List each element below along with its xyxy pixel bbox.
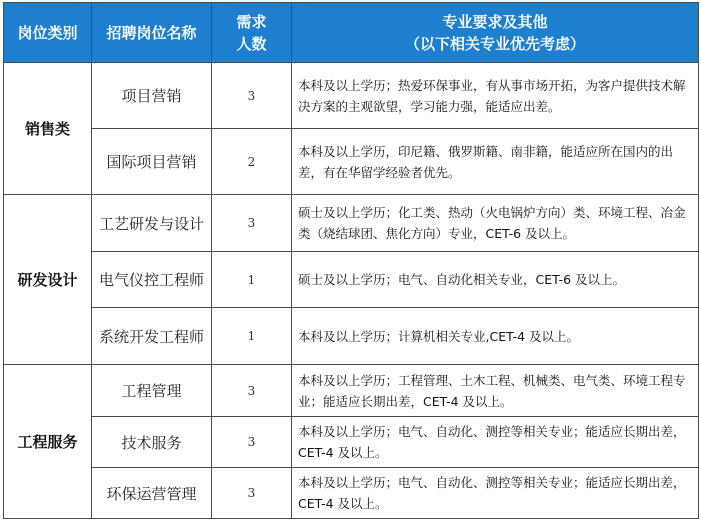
recruitment-table [3, 2, 699, 519]
header-requirements-line1: 专业要求及其他 [442, 12, 548, 31]
header-category: 岗位类别 [4, 3, 92, 63]
requirements-cell: 硕士及以上学历；化工类、热动（火电锅炉方向）类、环境工程、冶金类（烧结球团、焦化方向）专业，CET-6 及以上。 [292, 195, 699, 252]
table-row [4, 365, 699, 417]
count-cell: 3 [212, 63, 292, 129]
table-row [4, 308, 699, 365]
header-count-line2: 人数 [236, 34, 267, 53]
header-requirements-line2: （以下相关专业优先考虑） [404, 34, 585, 53]
requirements-cell: 本科及以上学历；计算机相关专业,CET-4 及以上。 [292, 308, 699, 365]
requirements-cell: 本科及以上学历；电气、自动化、测控等相关专业；能适应长期出差，CET-4 及以上。 [292, 468, 699, 519]
header-position: 招聘岗位名称 [92, 3, 212, 63]
position-cell: 技术服务 [92, 417, 212, 468]
count-cell: 3 [212, 417, 292, 468]
table-row [4, 417, 699, 468]
table-row [4, 252, 699, 308]
position-cell: 系统开发工程师 [92, 308, 212, 365]
header-count-line1: 需求 [236, 12, 267, 31]
count-cell: 1 [212, 252, 292, 308]
table-row [4, 195, 699, 252]
requirements-cell: 本科及以上学历，印尼籍、俄罗斯籍、南非籍，能适应所在国内的出差，有在华留学经验者优先。 [292, 129, 699, 195]
position-cell: 国际项目营销 [92, 129, 212, 195]
count-cell: 1 [212, 308, 292, 365]
category-cell-rnd: 研发设计 [4, 195, 92, 365]
requirements-cell: 本科及以上学历；热爱环保事业，有从事市场开拓，为客户提供技术解决方案的主观欲望，学习能力强，能适应出差。 [292, 63, 699, 129]
requirements-cell: 本科及以上学历；工程管理、土木工程、机械类、电气类、环境工程专业；能适应长期出差，CET-4 及以上。 [292, 365, 699, 417]
count-cell: 3 [212, 365, 292, 417]
table-row [4, 468, 699, 519]
category-cell-engineering: 工程服务 [4, 365, 92, 519]
header-count [212, 3, 292, 63]
header-row [4, 3, 699, 63]
position-cell: 项目营销 [92, 63, 212, 129]
position-cell: 工程管理 [92, 365, 212, 417]
category-cell-sales: 销售类 [4, 63, 92, 195]
table-row [4, 63, 699, 129]
count-cell: 2 [212, 129, 292, 195]
requirements-cell: 本科及以上学历；电气、自动化、测控等相关专业；能适应长期出差，CET-4 及以上。 [292, 417, 699, 468]
header-requirements [292, 3, 699, 63]
position-cell: 电气仪控工程师 [92, 252, 212, 308]
count-cell: 3 [212, 195, 292, 252]
count-cell: 3 [212, 468, 292, 519]
position-cell: 环保运营管理 [92, 468, 212, 519]
table-row [4, 129, 699, 195]
requirements-cell: 硕士及以上学历；电气、自动化相关专业，CET-6 及以上。 [292, 252, 699, 308]
position-cell: 工艺研发与设计 [92, 195, 212, 252]
